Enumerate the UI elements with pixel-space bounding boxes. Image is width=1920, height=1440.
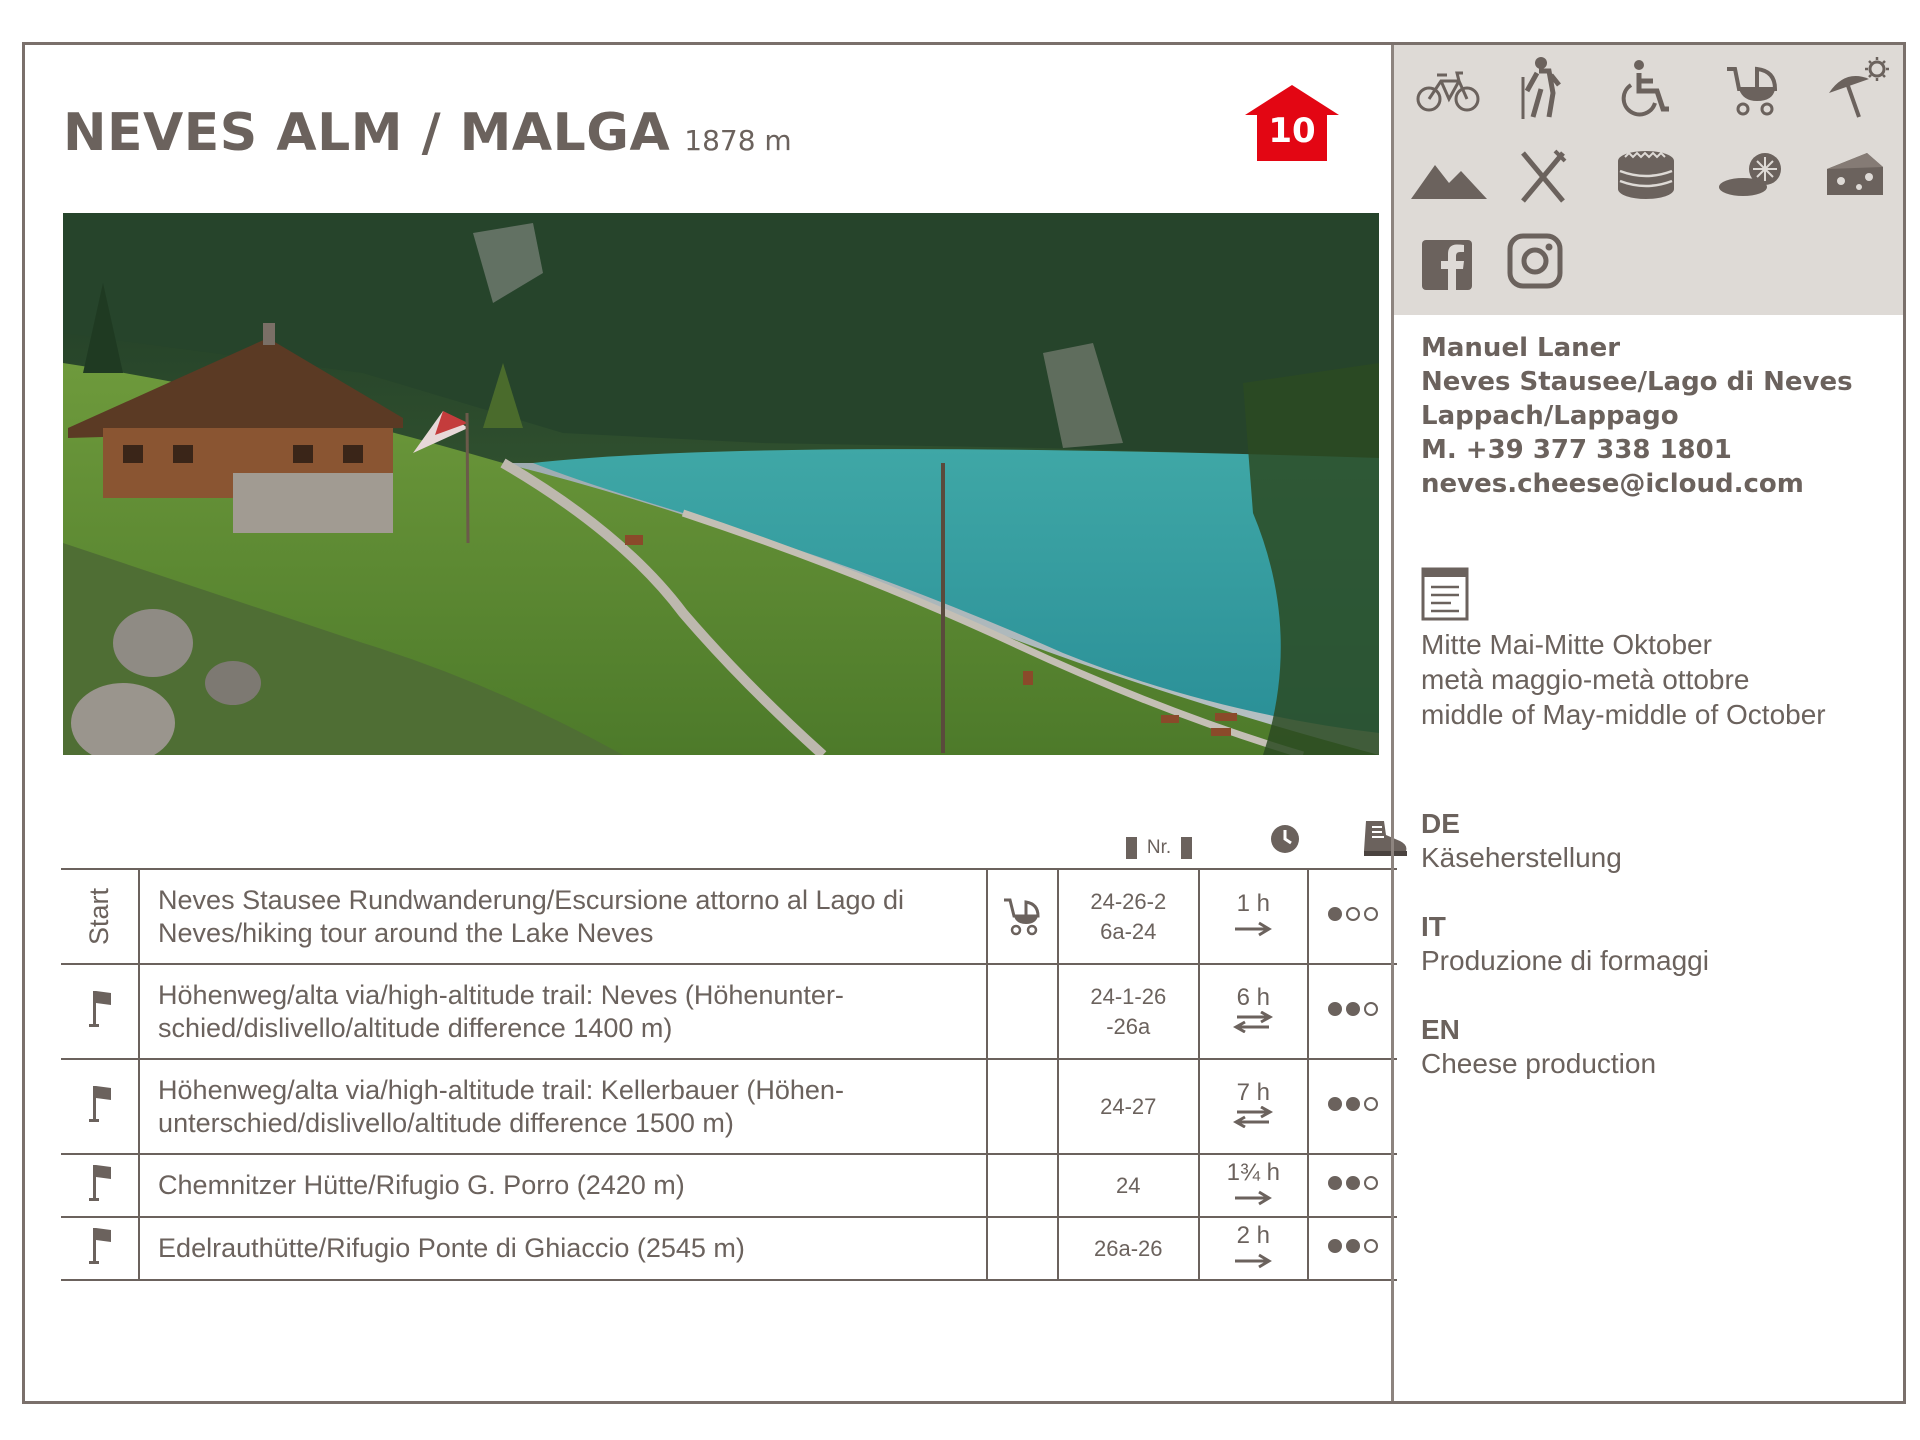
table-row bbox=[61, 869, 1397, 964]
lang-code-it: IT bbox=[1421, 911, 1446, 942]
flag-icon bbox=[87, 1084, 113, 1124]
contact-village: Lappach/Lappago bbox=[1421, 401, 1679, 431]
route-number-badge bbox=[1243, 83, 1341, 163]
stroller-cell bbox=[987, 869, 1058, 964]
difficulty-cell bbox=[1308, 964, 1397, 1059]
route-type-cell bbox=[61, 964, 139, 1059]
difficulty-dot bbox=[1364, 907, 1378, 921]
route-nr: 26a-26 bbox=[1058, 1217, 1199, 1280]
contact-phone[interactable]: M. +39 377 338 1801 bbox=[1421, 435, 1732, 465]
page-title bbox=[63, 103, 792, 163]
nr-column-header bbox=[1088, 823, 1230, 873]
hut-name: NEVES ALM / MALGA bbox=[63, 103, 671, 163]
route-time-value: 1 h bbox=[1236, 889, 1270, 917]
difficulty-dot bbox=[1346, 1097, 1360, 1111]
route-nr-value: 24-26-26a-24 bbox=[1090, 888, 1167, 944]
table-row bbox=[61, 1059, 1397, 1154]
flag-icon bbox=[87, 989, 113, 1029]
clock-icon bbox=[1269, 823, 1301, 855]
flag-icon bbox=[87, 1163, 113, 1203]
difficulty-dot bbox=[1328, 1239, 1342, 1253]
hiking-boot-icon bbox=[1360, 817, 1410, 857]
specialty-en bbox=[1421, 1013, 1656, 1081]
difficulty-dots bbox=[1328, 1097, 1378, 1111]
table-row bbox=[61, 1217, 1397, 1280]
stroller-icon bbox=[1000, 892, 1044, 936]
routes-table bbox=[61, 868, 1397, 1281]
difficulty-cell bbox=[1308, 869, 1397, 964]
difficulty-dot bbox=[1364, 1239, 1378, 1253]
table-row bbox=[61, 1154, 1397, 1217]
difficulty-dot bbox=[1364, 1002, 1378, 1016]
lang-code-de: DE bbox=[1421, 808, 1460, 839]
difficulty-dots bbox=[1328, 1176, 1378, 1190]
difficulty-dot bbox=[1328, 1176, 1342, 1190]
route-time-value: 7 h bbox=[1236, 1078, 1270, 1106]
route-description: Chemnitzer Hütte/Rifugio G. Porro (2420 m) bbox=[139, 1154, 987, 1217]
difficulty-dot bbox=[1346, 1239, 1360, 1253]
specialty-de bbox=[1421, 807, 1622, 875]
contact-email[interactable]: neves.cheese@icloud.com bbox=[1421, 469, 1804, 499]
stroller-cell bbox=[987, 1154, 1058, 1217]
lang-code-en: EN bbox=[1421, 1014, 1460, 1045]
fork-knife-icon bbox=[1517, 149, 1569, 205]
flag-icon bbox=[87, 1226, 113, 1266]
difficulty-dots bbox=[1328, 907, 1378, 921]
season-en: middle of May-middle of October bbox=[1421, 699, 1826, 730]
route-nr bbox=[1058, 869, 1199, 964]
difficulty-dot bbox=[1346, 907, 1360, 921]
difficulty-cell bbox=[1308, 1217, 1397, 1280]
contact-block bbox=[1421, 331, 1853, 501]
sun-umbrella-icon bbox=[1825, 55, 1891, 121]
one-way-arrow-icon bbox=[1233, 1190, 1273, 1206]
hut-card bbox=[22, 42, 1906, 1404]
instagram-icon[interactable] bbox=[1507, 233, 1563, 289]
specialty-it bbox=[1421, 910, 1709, 978]
hiker-icon bbox=[1515, 55, 1565, 121]
one-way-arrow-icon bbox=[1233, 1253, 1273, 1269]
specialty-text-it: Produzione di formaggi bbox=[1421, 945, 1709, 976]
calendar-icon bbox=[1421, 567, 1469, 621]
cake-icon bbox=[1615, 145, 1677, 203]
hut-photo bbox=[63, 213, 1379, 755]
stroller-cell bbox=[987, 1059, 1058, 1154]
bicycle-icon bbox=[1415, 65, 1481, 115]
route-type-cell bbox=[61, 1217, 139, 1280]
wheelchair-icon bbox=[1619, 59, 1673, 119]
specialty-text-en: Cheese production bbox=[1421, 1048, 1657, 1079]
route-type-cell bbox=[61, 1154, 139, 1217]
cheese-icon bbox=[1823, 149, 1887, 199]
route-type-cell bbox=[61, 869, 139, 964]
facebook-icon[interactable] bbox=[1421, 239, 1473, 291]
badge-number: 10 bbox=[1268, 111, 1316, 151]
route-nr: 24-27 bbox=[1058, 1059, 1199, 1154]
contact-location: Neves Stausee/Lago di Neves bbox=[1421, 367, 1853, 397]
route-time bbox=[1199, 1154, 1308, 1217]
route-time-value: 2 h bbox=[1236, 1221, 1270, 1249]
difficulty-dot bbox=[1346, 1002, 1360, 1016]
route-nr bbox=[1058, 964, 1199, 1059]
nr-bar-left bbox=[1126, 837, 1137, 859]
difficulty-dot bbox=[1364, 1097, 1378, 1111]
specialty-text-de: Käseherstellung bbox=[1421, 842, 1622, 873]
difficulty-dot bbox=[1364, 1176, 1378, 1190]
season-it: metà maggio-metà ottobre bbox=[1421, 664, 1750, 695]
start-label: Start bbox=[84, 887, 115, 946]
round-trip-arrow-icon bbox=[1233, 1011, 1273, 1033]
route-nr-value: 24-1-26-26a bbox=[1090, 983, 1167, 1039]
route-time bbox=[1199, 869, 1308, 964]
route-description: Edelrauthütte/Rifugio Ponte di Ghiaccio (2545 m) bbox=[139, 1217, 987, 1280]
nr-label: Nr. bbox=[1146, 837, 1172, 858]
one-way-arrow-icon bbox=[1233, 921, 1273, 937]
difficulty-column-header bbox=[1340, 817, 1430, 867]
difficulty-dot bbox=[1346, 1176, 1360, 1190]
table-row bbox=[61, 964, 1397, 1059]
route-nr: 24 bbox=[1058, 1154, 1199, 1217]
round-trip-arrow-icon bbox=[1233, 1106, 1273, 1128]
route-type-cell bbox=[61, 1059, 139, 1154]
route-description: Neves Stausee Rundwanderung/Escursione attorno al Lago di Neves/hiking tour around the Lake Neves bbox=[139, 869, 987, 964]
mountain-lake-photo-icon bbox=[63, 213, 1379, 755]
difficulty-cell bbox=[1308, 1059, 1397, 1154]
difficulty-cell bbox=[1308, 1154, 1397, 1217]
contact-name: Manuel Laner bbox=[1421, 333, 1621, 363]
route-description: Höhenweg/alta via/high-altitude trail: Neves (Höhenunter-schied/dislivello/altitude difference 1400 m) bbox=[139, 964, 987, 1059]
stroller-icon bbox=[1725, 59, 1781, 117]
nr-bar-right bbox=[1181, 837, 1192, 859]
sidebar-divider bbox=[1391, 45, 1394, 1404]
difficulty-dot bbox=[1328, 907, 1342, 921]
route-time-value: 6 h bbox=[1236, 983, 1270, 1011]
mountains-icon bbox=[1409, 157, 1489, 201]
season-de: Mitte Mai-Mitte Oktober bbox=[1421, 629, 1712, 660]
route-description: Höhenweg/alta via/high-altitude trail: Kellerbauer (Höhen-unterschied/dislivello/altitude difference 1500 m) bbox=[139, 1059, 987, 1154]
route-time-value: 1¾ h bbox=[1226, 1158, 1280, 1186]
route-time bbox=[1199, 1217, 1308, 1280]
hut-altitude: 1878 m bbox=[684, 124, 792, 157]
pastry-icon bbox=[1717, 149, 1785, 201]
difficulty-dot bbox=[1328, 1097, 1342, 1111]
route-time bbox=[1199, 964, 1308, 1059]
time-column-header bbox=[1230, 823, 1340, 873]
difficulty-dots bbox=[1328, 1002, 1378, 1016]
route-time bbox=[1199, 1059, 1308, 1154]
season-block bbox=[1421, 627, 1826, 732]
stroller-cell bbox=[987, 1217, 1058, 1280]
difficulty-dot bbox=[1328, 1002, 1342, 1016]
stroller-cell bbox=[987, 964, 1058, 1059]
difficulty-dots bbox=[1328, 1239, 1378, 1253]
